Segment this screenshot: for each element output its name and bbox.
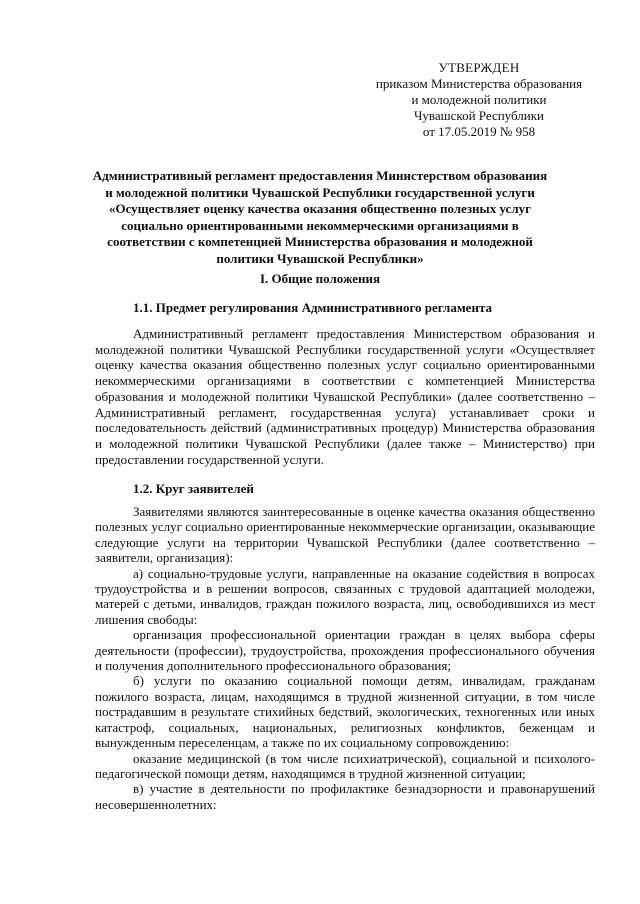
- approval-line: и молодежной политики: [411, 92, 547, 107]
- section-heading: I. Общие положения: [260, 271, 380, 286]
- approval-stamp: [364, 60, 594, 140]
- list-item: б) услуги по оказанию социальной помощи детям, инвалидам, гражданам пожилого возраста, лицам, находящимся в трудной жизненной ситуации, в том числе пострадавшим в результате стихийных бедствий, экологических, техногенных или иных катастроф, социальных, национальных, религиозных конфликтов, беженцам и вынужденным переселенцам, а также по их социальному сопровождению:: [95, 673, 595, 751]
- applicants-list: [95, 504, 595, 812]
- subsection-heading: 1.1. Предмет регулирования Административного регламента: [133, 300, 492, 315]
- approval-heading: УТВЕРЖДЕН: [438, 60, 520, 75]
- list-item: а) социально-трудовые услуги, направленные на оказание содействия в вопросах трудоустройства и в решении вопросов, связанных с трудовой адаптацией молодежи, матерей с детьми, инвалидов, граждан пожилого возраста, лиц, освободившихся из мест лишения свободы:: [95, 565, 595, 627]
- list-item: организация профессиональной ориентации граждан в целях выбора сферы деятельности (профессии), трудоустройства, прохождения профессионального обучения и получения дополнительного профессионального образования;: [95, 627, 595, 674]
- subsection-heading: 1.2. Круг заявителей: [133, 481, 254, 496]
- approval-date: от 17.05.2019 № 958: [422, 124, 536, 139]
- list-item: в) участие в деятельности по профилактике безнадзорности и правонарушений несовершеннолетних:: [95, 781, 595, 812]
- approval-line: приказом Министерства образования: [375, 76, 583, 91]
- approval-line: Чувашской Республики: [413, 108, 545, 123]
- body-paragraph: Заявителями являются заинтересованные в оценке качества оказания общественно полезных услуг социально ориентированные некоммерческие организации, оказывающие следующие услуги на территории Чувашской Республики (далее соответственно – заявители, организация):: [95, 504, 595, 566]
- document-title: Административный регламент предоставления Министерством образования и молодежной политики Чувашской Республики государственной услуги «Осуществляет оценку качества оказания общественно полезных услуг социально ориентированными некоммерческими организациями в соответствии с компетенцией Министерства образования и молодежной политики Чувашской Республики»: [92, 168, 548, 266]
- list-item: оказание медицинской (в том числе психиатрической), социальной и психолого-педагогической помощи детям, находящимся в трудной жизненной ситуации;: [95, 750, 595, 781]
- body-paragraph: Административный регламент предоставления Министерством образования и молодежной политики Чувашской Республики государственной услуги «Осуществляет оценку качества оказания общественно полезных услуг социально ориентированными некоммерческими организациями в соответствии с компетенцией Министерства образования и молодежной политики Чувашской Республики» (далее соответственно – Административный регламент, государственная услуга) устанавливает сроки и последовательность действий (административных процедур) Министерства образования и молодежной политики Чувашской Республики (далее также – Министерство) при предоставлении государственной услуги.: [95, 326, 595, 467]
